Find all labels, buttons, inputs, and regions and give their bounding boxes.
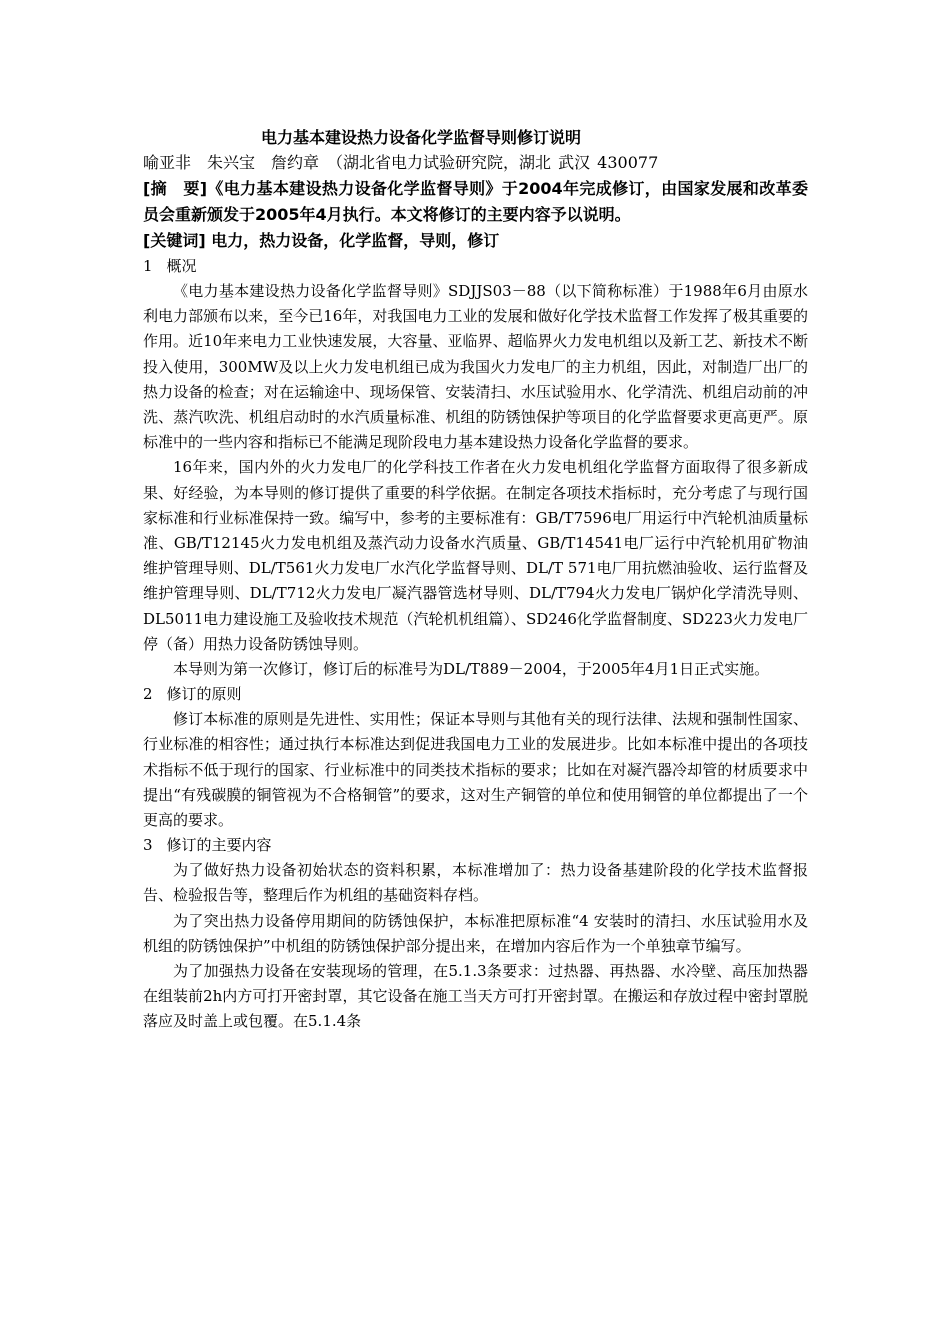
abstract-text: 《电力基本建设热力设备化学监督导则》于2004年完成修订，由国家发展和改革委员会重新颁发于2005年4月执行。本文将修订的主要内容予以说明。	[143, 179, 808, 224]
document-title: 电力基本建设热力设备化学监督导则修订说明	[261, 128, 582, 147]
author-line: 喻亚非 朱兴宝 詹约章 （湖北省电力试验研究院，湖北 武汉 430077	[143, 153, 659, 172]
section-title: 修订的主要内容	[166, 836, 272, 855]
section-number: 1	[143, 257, 153, 275]
keywords-text: 电力，热力设备，化学监督，导则，修订	[205, 231, 500, 250]
section-number: 3	[143, 836, 153, 855]
keywords	[143, 228, 808, 254]
abstract-label: [摘 要]	[143, 179, 208, 198]
paragraph: 16年来，国内外的火力发电厂的化学科技工作者在火力发电机组化学监督方面取得了很多新成果、好经验，为本导则的修订提供了重要的科学依据。在制定各项技术指标时，充分考虑了与现行国家标准和行业标准保持一致。编写中，参考的主要标准有：GB/T7596电厂用运行中汽轮机油质量标准、GB/T12145火力发电机组及蒸汽动力设备水汽质量、GB/T14541电厂运行中汽轮机用矿物油维护管理导则、DL/T561火力发电厂水汽化学监督导则、DL/T 571电厂用抗燃油验收、运行监督及维护管理导则、DL/T712火力发电厂凝汽器管选材导则、DL/T794火力发电厂锅炉化学清洗导则、DL5011电力建设施工及验收技术规范（汽轮机机组篇）、SD246化学监督制度、SD223火力发电厂停（备）用热力设备防锈蚀导则。	[143, 458, 808, 653]
section-title: 概况	[166, 257, 197, 275]
paragraph: 本导则为第一次修订，修订后的标准号为DL/T889－2004，于2005年4月1日正式实施。	[173, 660, 770, 679]
document-page	[143, 126, 808, 1035]
paragraph: 为了突出热力设备停用期间的防锈蚀保护，本标准把原标准“4 安装时的清扫、水压试验用水及机组的防锈蚀保护”中机组的防锈蚀保护部分提出来，在增加内容后作为一个单独章节编写。	[143, 911, 808, 955]
section-number: 2	[143, 685, 153, 704]
section-heading-3	[143, 833, 808, 858]
section-heading-1	[143, 254, 808, 279]
abstract	[143, 176, 808, 228]
paragraph: 为了做好热力设备初始状态的资料积累，本标准增加了：热力设备基建阶段的化学技术监督报告、检验报告等，整理后作为机组的基础资料存档。	[143, 861, 808, 905]
paragraph: 修订本标准的原则是先进性、实用性；保证本导则与其他有关的现行法律、法规和强制性国家、行业标准的相容性；通过执行本标准达到促进我国电力工业的发展进步。比如本标准中提出的各项技术指标不低于现行的国家、行业标准中的同类技术指标的要求；比如在对凝汽器冷却管的材质要求中提出“有残碳膜的铜管视为不合格铜管”的要求，这对生产铜管的单位和使用铜管的单位都提出了一个更高的要求。	[143, 710, 808, 830]
paragraph: 为了加强热力设备在安装现场的管理，在5.1.3条要求：过热器、再热器、水冷壁、高压加热器在组装前2h内方可打开密封罩，其它设备在施工当天方可打开密封罩。在搬运和存放过程中密封罩脱落应及时盖上或包覆。在5.1.4条	[143, 962, 808, 1031]
paragraph: 《电力基本建设热力设备化学监督导则》SDJJS03－88（以下简称标准）于1988年6月由原水利电力部颁布以来，至今已16年，对我国电力工业的发展和做好化学技术监督工作发挥了极其重要的作用。近10年来电力工业快速发展，大容量、亚临界、超临界火力发电机组以及新工艺、新技术不断投入使用，300MW及以上火力发电机组已成为我国火力发电厂的主力机组，因此，对制造厂出厂的热力设备的检查；对在运输途中、现场保管、安装清扫、水压试验用水、化学清洗、机组启动前的冲洗、蒸汽吹洗、机组启动时的水汽质量标准、机组的防锈蚀保护等项目的化学监督要求更高更严。原标准中的一些内容和指标已不能满足现阶段电力基本建设热力设备化学监督的要求。	[143, 282, 808, 452]
section-heading-2	[143, 682, 808, 707]
section-title: 修订的原则	[166, 685, 242, 704]
keywords-label: [关键词]	[143, 231, 206, 250]
